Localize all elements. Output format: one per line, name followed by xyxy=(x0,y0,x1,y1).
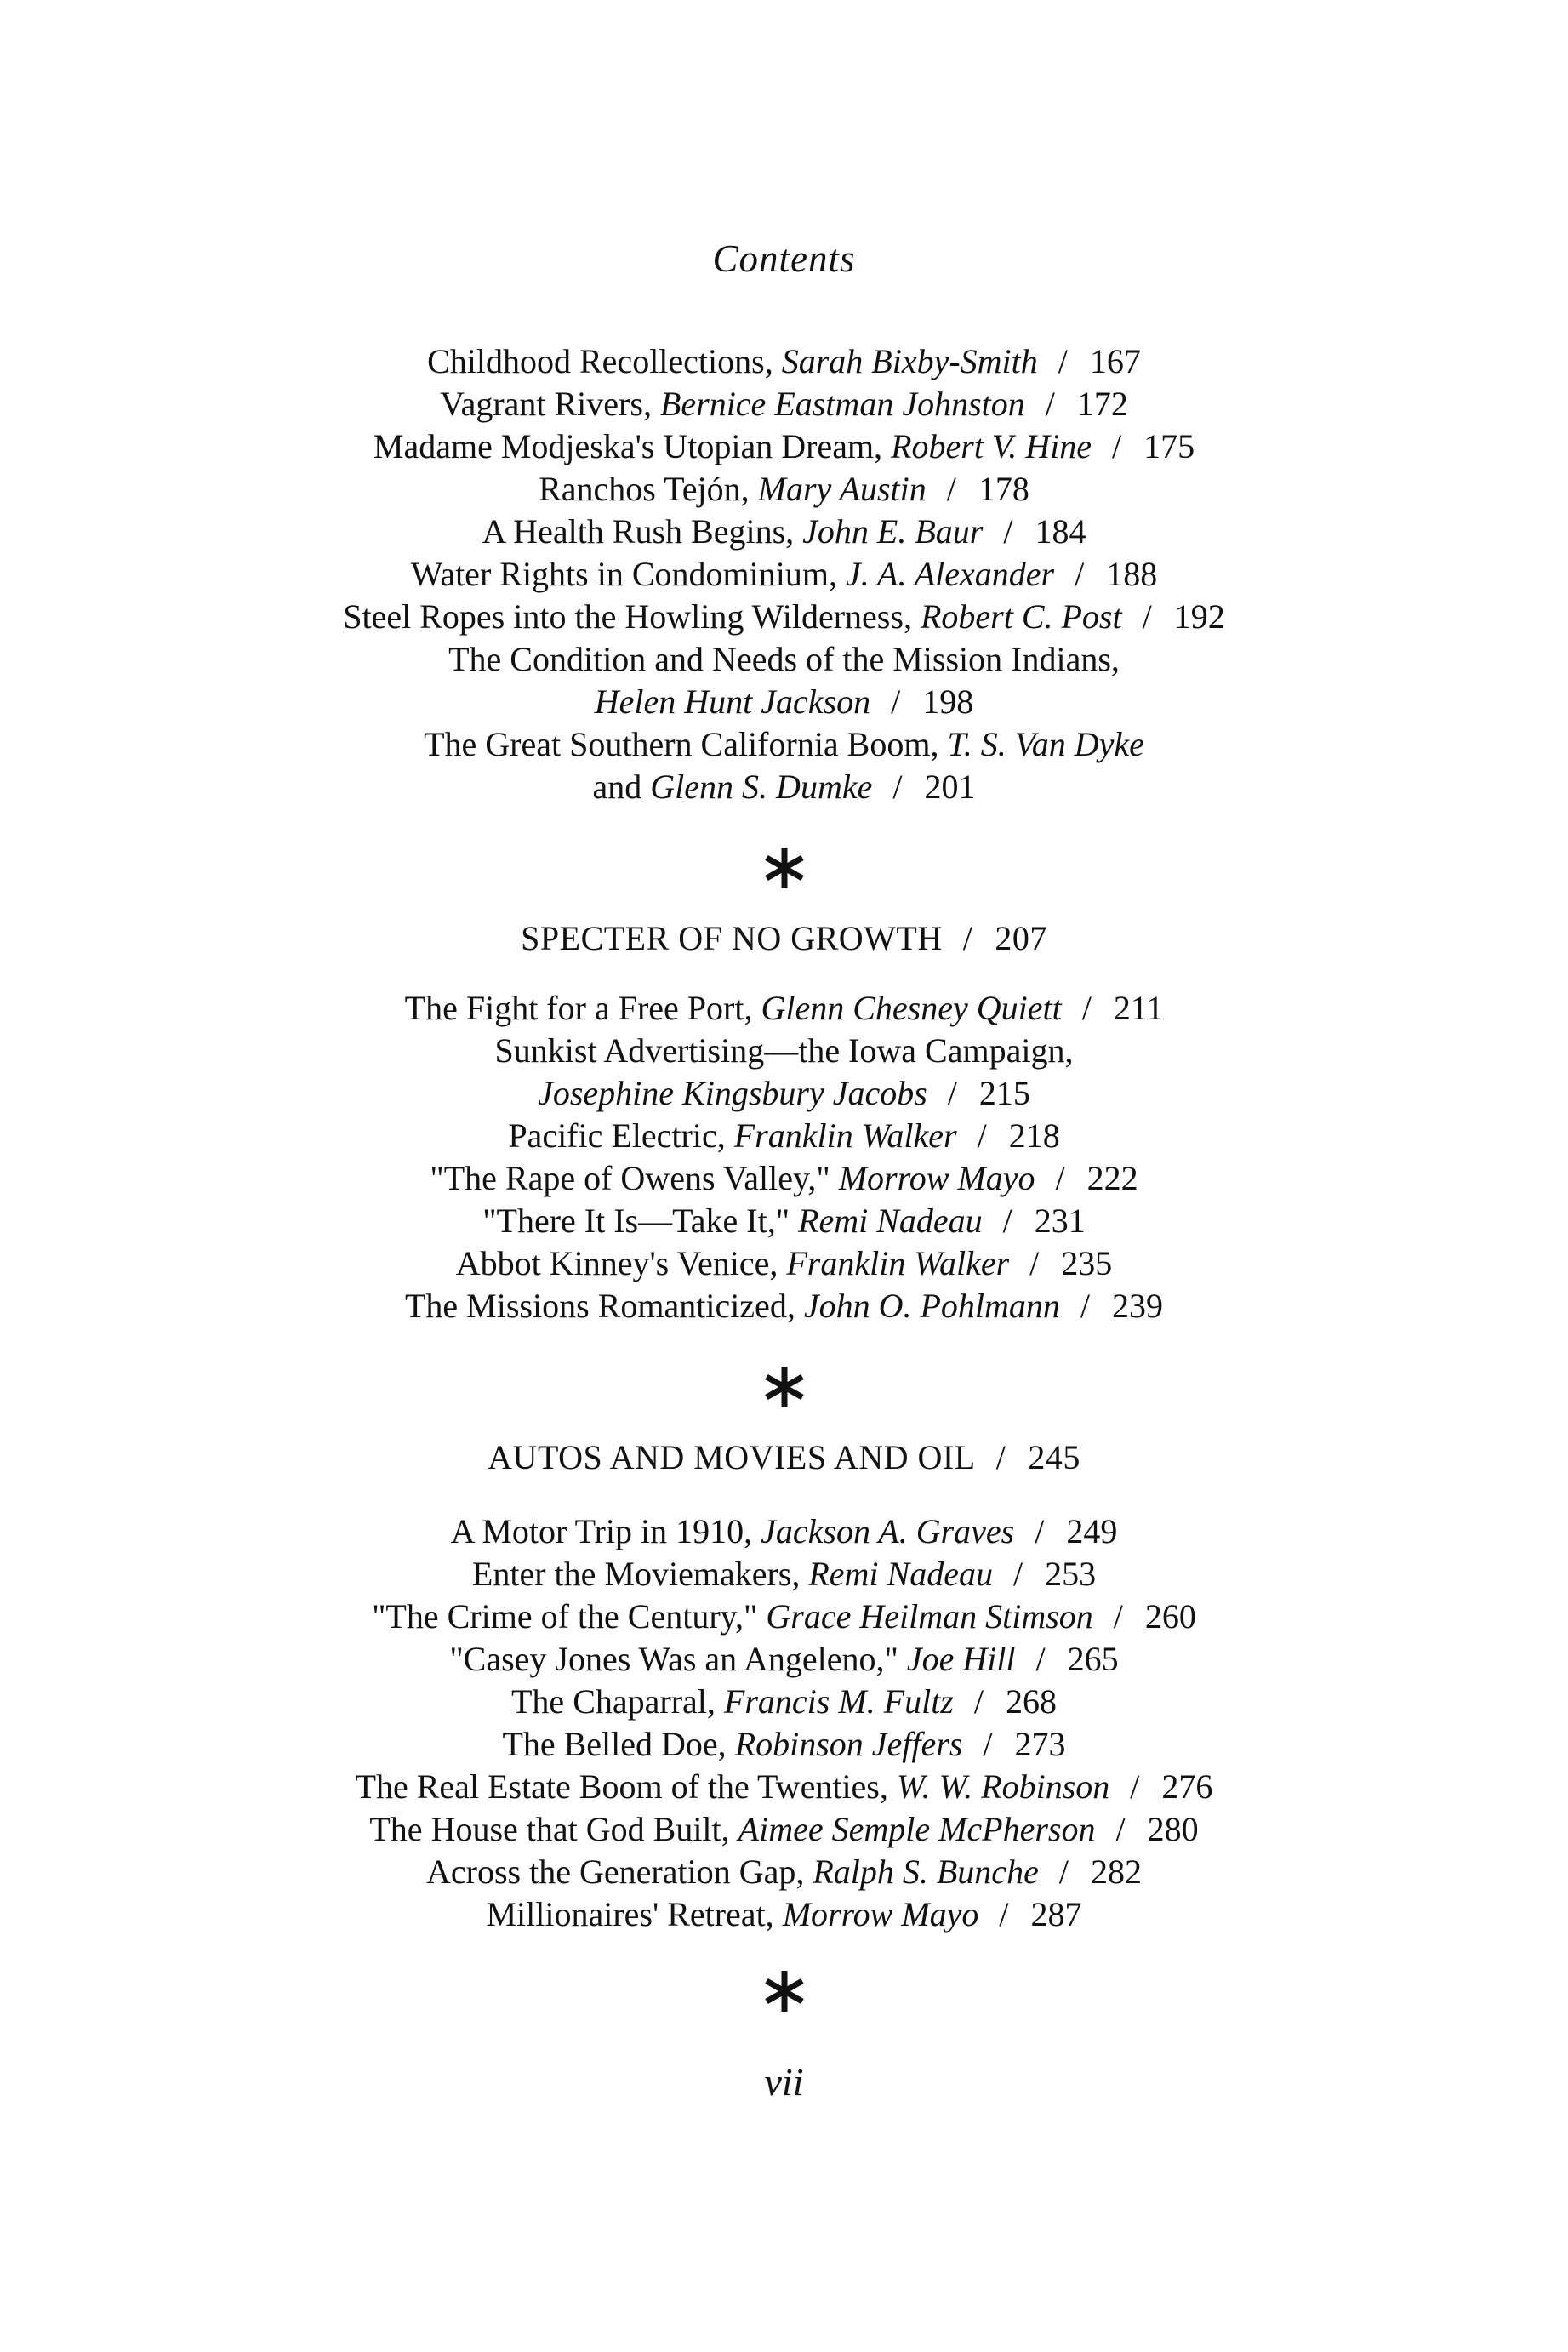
entry-separator: / xyxy=(1058,342,1068,380)
entry-title: and xyxy=(592,768,651,806)
entry-author: Joe Hill xyxy=(906,1640,1016,1678)
entry-title: Childhood Recollections, xyxy=(427,342,782,380)
section-title: SPECTER OF NO GROWTH xyxy=(521,919,943,957)
entry-separator: / xyxy=(1081,989,1092,1027)
entry-separator: / xyxy=(1002,1202,1012,1240)
toc-entry xyxy=(0,1893,1568,1936)
entry-page-number: 231 xyxy=(1034,1202,1086,1240)
entry-separator: / xyxy=(983,1725,993,1763)
entry-page-number: 253 xyxy=(1045,1555,1097,1593)
entry-separator: / xyxy=(1142,597,1152,636)
entry-page-number: 268 xyxy=(1006,1682,1057,1721)
entry-title: Across the Generation Gap, xyxy=(426,1852,813,1891)
section-page-number: 207 xyxy=(995,919,1047,957)
entry-author: Bernice Eastman Johnston xyxy=(659,385,1025,423)
entry-title: The Fight for a Free Port, xyxy=(404,989,761,1027)
entry-page-number: 218 xyxy=(1008,1116,1060,1155)
toc-entry xyxy=(0,1553,1568,1596)
entry-author: Glenn S. Dumke xyxy=(650,768,873,806)
entry-author: Robert V. Hine xyxy=(891,427,1092,465)
entry-page-number: 184 xyxy=(1035,512,1086,551)
page-folio: vii xyxy=(764,2060,804,2104)
section-heading-specter xyxy=(0,917,1568,960)
entry-page-number: 178 xyxy=(978,470,1029,508)
entry-page-number: 287 xyxy=(1030,1895,1082,1933)
toc-entry xyxy=(0,468,1568,511)
entry-title: "The Crime of the Century," xyxy=(372,1597,767,1636)
entry-separator: / xyxy=(1113,1597,1123,1636)
entry-author: Jackson A. Graves xyxy=(761,1512,1015,1550)
entry-separator: / xyxy=(1075,555,1085,593)
entry-author: W. W. Robinson xyxy=(896,1767,1110,1806)
entry-title: Enter the Moviemakers, xyxy=(471,1555,809,1593)
entry-page-number: 222 xyxy=(1086,1159,1138,1197)
entry-author: Ralph S. Bunche xyxy=(813,1852,1039,1891)
entry-title: "The Rape of Owens Valley," xyxy=(430,1159,839,1197)
toc-entry xyxy=(0,766,1568,808)
entry-title: Water Rights in Condominium, xyxy=(410,555,846,593)
toc-entry xyxy=(0,723,1568,766)
entry-author: John O. Pohlmann xyxy=(803,1287,1060,1325)
entry-title: Madame Modjeska's Utopian Dream, xyxy=(373,427,892,465)
entry-separator: / xyxy=(946,470,956,508)
entry-page-number: 211 xyxy=(1113,989,1164,1027)
entry-page-number: 201 xyxy=(924,768,976,806)
entry-author: Remi Nadeau xyxy=(808,1555,993,1593)
toc-entry xyxy=(0,987,1568,1030)
entry-title: The Condition and Needs of the Mission Indians, xyxy=(448,640,1120,678)
entry-page-number: 249 xyxy=(1066,1512,1118,1550)
entry-page-number: 172 xyxy=(1076,385,1128,423)
entry-separator: / xyxy=(977,1116,987,1155)
toc-entry xyxy=(0,1242,1568,1285)
entry-page-number: 282 xyxy=(1090,1852,1142,1891)
toc-entry xyxy=(0,1638,1568,1681)
entry-page-number: 265 xyxy=(1067,1640,1119,1678)
entry-separator: / xyxy=(1003,512,1013,551)
entry-separator: / xyxy=(1080,1287,1091,1325)
entry-title: Ranchos Tejón, xyxy=(539,470,758,508)
section-title: AUTOS AND MOVIES AND OIL xyxy=(488,1438,976,1476)
entry-title: The Missions Romanticized, xyxy=(404,1287,804,1325)
entry-author: Robinson Jeffers xyxy=(734,1725,963,1763)
entry-separator: / xyxy=(1045,385,1055,423)
toc-entry xyxy=(0,1766,1568,1808)
entry-author: Remi Nadeau xyxy=(798,1202,983,1240)
entry-separator: / xyxy=(1029,1244,1040,1282)
asterisk-ornament-icon xyxy=(759,1362,810,1413)
toc-entry xyxy=(0,383,1568,425)
entry-separator: / xyxy=(1035,1640,1046,1678)
entry-title: The Chaparral, xyxy=(511,1682,724,1721)
entry-page-number: 273 xyxy=(1014,1725,1066,1763)
toc-entry xyxy=(0,1851,1568,1893)
entry-title: Pacific Electric, xyxy=(508,1116,734,1155)
entry-page-number: 167 xyxy=(1089,342,1141,380)
entry-page-number: 175 xyxy=(1143,427,1195,465)
entry-separator: / xyxy=(1055,1159,1065,1197)
toc-entry xyxy=(0,1596,1568,1638)
entry-separator: / xyxy=(1058,1852,1069,1891)
toc-entry xyxy=(0,1808,1568,1851)
entry-author: Robert C. Post xyxy=(920,597,1122,636)
entry-author: Helen Hunt Jackson xyxy=(594,682,871,721)
entry-author: John E. Baur xyxy=(802,512,984,551)
toc-entry xyxy=(0,1115,1568,1157)
toc-entry xyxy=(0,1285,1568,1327)
entry-page-number: 239 xyxy=(1112,1287,1164,1325)
entry-title: "Casey Jones Was an Angeleno," xyxy=(449,1640,907,1678)
section-heading-autos xyxy=(0,1436,1568,1479)
asterisk-ornament-icon xyxy=(759,842,810,893)
section-separator: / xyxy=(995,1438,1006,1476)
toc-entry xyxy=(0,553,1568,596)
entry-separator: / xyxy=(1130,1767,1140,1806)
entry-author: Franklin Walker xyxy=(786,1244,1010,1282)
entry-separator: / xyxy=(999,1895,1009,1933)
entry-title: A Health Rush Begins, xyxy=(482,512,803,551)
entry-separator: / xyxy=(1111,427,1122,465)
toc-entry xyxy=(0,1681,1568,1723)
entry-page-number: 276 xyxy=(1161,1767,1213,1806)
entry-title: Vagrant Rivers, xyxy=(440,385,660,423)
toc-entry xyxy=(0,1072,1568,1115)
entry-author: Morrow Mayo xyxy=(838,1159,1035,1197)
entry-author: T. S. Van Dyke xyxy=(947,725,1144,763)
toc-entry xyxy=(0,1030,1568,1072)
entry-separator: / xyxy=(892,768,903,806)
page-heading: Contents xyxy=(712,237,856,280)
entry-page-number: 192 xyxy=(1173,597,1225,636)
entry-page-number: 198 xyxy=(922,682,974,721)
toc-entry xyxy=(0,1723,1568,1766)
entry-page-number: 280 xyxy=(1147,1810,1199,1848)
entry-title: Sunkist Advertising—the Iowa Campaign, xyxy=(494,1031,1074,1070)
entry-author: Josephine Kingsbury Jacobs xyxy=(538,1074,927,1112)
entry-separator: / xyxy=(1012,1555,1023,1593)
entry-author: Franklin Walker xyxy=(733,1116,957,1155)
entry-separator: / xyxy=(973,1682,984,1721)
entry-author: Glenn Chesney Quiett xyxy=(761,989,1062,1027)
entry-page-number: 215 xyxy=(978,1074,1030,1112)
entry-author: J. A. Alexander xyxy=(845,555,1055,593)
entry-author: Morrow Mayo xyxy=(782,1895,979,1933)
entry-author: Grace Heilman Stimson xyxy=(766,1597,1093,1636)
toc-entry xyxy=(0,340,1568,383)
entry-title: A Motor Trip in 1910, xyxy=(450,1512,761,1550)
entry-title: Abbot Kinney's Venice, xyxy=(455,1244,787,1282)
entry-separator: / xyxy=(1035,1512,1045,1550)
entry-author: Mary Austin xyxy=(757,470,927,508)
entry-author: Aimee Semple McPherson xyxy=(738,1810,1096,1848)
entry-title: The Great Southern California Boom, xyxy=(424,725,948,763)
toc-entry xyxy=(0,511,1568,553)
entry-page-number: 188 xyxy=(1106,555,1158,593)
entry-title: Steel Ropes into the Howling Wilderness, xyxy=(343,597,921,636)
entry-title: Millionaires' Retreat, xyxy=(486,1895,783,1933)
toc-entry xyxy=(0,638,1568,681)
toc-entry xyxy=(0,1157,1568,1200)
entry-title: The Real Estate Boom of the Twenties, xyxy=(355,1767,897,1806)
entry-separator: / xyxy=(1115,1810,1126,1848)
entry-title: "There It Is—Take It," xyxy=(482,1202,799,1240)
toc-entry xyxy=(0,1200,1568,1242)
entry-page-number: 235 xyxy=(1061,1244,1113,1282)
toc-entry xyxy=(0,1510,1568,1553)
entry-author: Sarah Bixby-Smith xyxy=(781,342,1038,380)
entry-title: The Belled Doe, xyxy=(502,1725,735,1763)
section-separator: / xyxy=(962,919,973,957)
entry-author: Francis M. Fultz xyxy=(723,1682,954,1721)
section-page-number: 245 xyxy=(1028,1438,1080,1476)
toc-entry xyxy=(0,425,1568,468)
entry-title: The House that God Built, xyxy=(369,1810,738,1848)
entry-separator: / xyxy=(947,1074,957,1112)
asterisk-ornament-icon xyxy=(759,1966,810,2017)
entry-separator: / xyxy=(891,682,901,721)
toc-entry xyxy=(0,596,1568,638)
toc-entry xyxy=(0,681,1568,723)
entry-page-number: 260 xyxy=(1144,1597,1196,1636)
